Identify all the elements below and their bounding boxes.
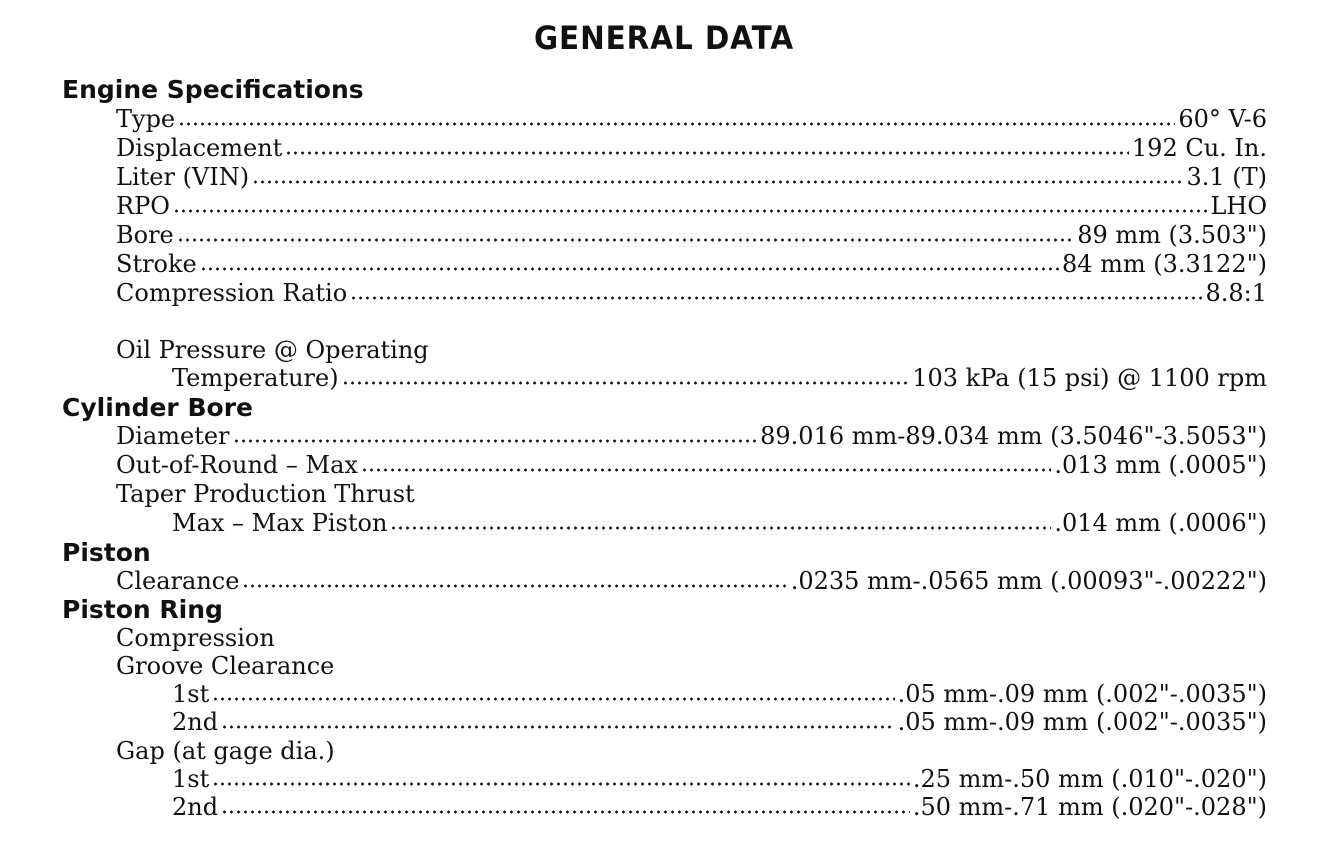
spec-value: 8.8:1 bbox=[1205, 279, 1267, 307]
spec-label: Bore bbox=[116, 221, 174, 249]
dot-leader bbox=[350, 296, 1202, 300]
dot-leader bbox=[390, 526, 1051, 530]
spec-label: Out-of-Round – Max bbox=[116, 451, 358, 479]
spec-row-taper bbox=[172, 509, 1267, 538]
spec-label: Diameter bbox=[116, 422, 230, 450]
dot-leader bbox=[285, 151, 1129, 155]
dot-leader bbox=[212, 782, 910, 786]
dot-leader bbox=[221, 810, 910, 814]
dot-leader bbox=[212, 697, 894, 701]
spec-value: 103 kPa (15 psi) @ 1100 rpm bbox=[912, 364, 1267, 392]
dot-leader bbox=[221, 725, 894, 729]
spec-value: 84 mm (3.3122") bbox=[1061, 250, 1267, 278]
spec-row-stroke bbox=[116, 250, 1267, 279]
spec-row-compression-ratio bbox=[116, 279, 1267, 308]
engine-specifications-heading: Engine Specifications bbox=[62, 75, 364, 104]
spec-row-type bbox=[116, 105, 1267, 134]
page-title: GENERAL DATA bbox=[533, 19, 795, 57]
spec-row-liter bbox=[116, 163, 1267, 192]
spec-label: Clearance bbox=[116, 567, 240, 595]
spec-value: .05 mm-.09 mm (.002"-.0035") bbox=[897, 708, 1267, 736]
gap-label: Gap (at gage dia.) bbox=[116, 737, 335, 765]
cylinder-bore-heading: Cylinder Bore bbox=[62, 393, 253, 422]
spec-value: 192 Cu. In. bbox=[1131, 134, 1267, 162]
spec-label: Temperature) bbox=[172, 364, 339, 392]
spec-row-groove-2nd bbox=[172, 708, 1267, 737]
spec-row-bore bbox=[116, 221, 1267, 250]
spec-row-oil-pressure bbox=[172, 364, 1267, 393]
spec-row-groove-1st bbox=[172, 680, 1267, 709]
spec-label: Max – Max Piston bbox=[172, 509, 388, 537]
dot-leader bbox=[233, 439, 758, 443]
dot-leader bbox=[200, 267, 1059, 271]
spec-row-piston-clearance bbox=[116, 567, 1267, 596]
spec-value: 89.016 mm-89.034 mm (3.5046"-3.5053") bbox=[760, 422, 1267, 450]
spec-row-out-of-round bbox=[116, 451, 1267, 480]
spec-label: 2nd bbox=[172, 793, 219, 821]
spec-label: RPO bbox=[116, 192, 170, 220]
spec-row-displacement bbox=[116, 134, 1267, 163]
compression-label: Compression bbox=[116, 624, 275, 652]
spec-row-rpo bbox=[116, 192, 1267, 221]
spec-value: 3.1 (T) bbox=[1186, 163, 1267, 191]
spec-value: 60° V-6 bbox=[1178, 105, 1267, 133]
dot-leader bbox=[342, 381, 910, 385]
oil-pressure-label: Oil Pressure @ Operating bbox=[116, 336, 429, 364]
spec-row-gap-1st bbox=[172, 765, 1267, 794]
dot-leader bbox=[242, 584, 787, 588]
spec-label: 2nd bbox=[172, 708, 219, 736]
spec-value: 89 mm (3.503") bbox=[1077, 221, 1267, 249]
dot-leader bbox=[173, 209, 1208, 213]
piston-ring-heading: Piston Ring bbox=[62, 595, 223, 624]
piston-heading: Piston bbox=[62, 538, 151, 567]
dot-leader bbox=[361, 468, 1051, 472]
spec-label: Displacement bbox=[116, 134, 283, 162]
spec-row-diameter bbox=[116, 422, 1267, 451]
spec-value: .0235 mm-.0565 mm (.00093"-.00222") bbox=[790, 567, 1267, 595]
spec-row-gap-2nd bbox=[172, 793, 1267, 822]
spec-value: .05 mm-.09 mm (.002"-.0035") bbox=[897, 680, 1267, 708]
dot-leader bbox=[177, 238, 1074, 242]
spec-value: .50 mm-.71 mm (.020"-.028") bbox=[912, 793, 1267, 821]
spec-value: .014 mm (.0006") bbox=[1054, 509, 1267, 537]
spec-label: 1st bbox=[172, 765, 210, 793]
groove-clearance-label: Groove Clearance bbox=[116, 652, 335, 680]
spec-label: 1st bbox=[172, 680, 210, 708]
taper-label: Taper Production Thrust bbox=[116, 480, 415, 508]
spec-label: Compression Ratio bbox=[116, 279, 348, 307]
spec-value: LHO bbox=[1210, 192, 1267, 220]
dot-leader bbox=[252, 180, 1183, 184]
dot-leader bbox=[178, 122, 1175, 126]
spec-label: Liter (VIN) bbox=[116, 163, 250, 191]
spec-label: Stroke bbox=[116, 250, 197, 278]
spec-value: .013 mm (.0005") bbox=[1054, 451, 1267, 479]
spec-label: Type bbox=[116, 105, 176, 133]
spec-value: .25 mm-.50 mm (.010"-.020") bbox=[912, 765, 1267, 793]
